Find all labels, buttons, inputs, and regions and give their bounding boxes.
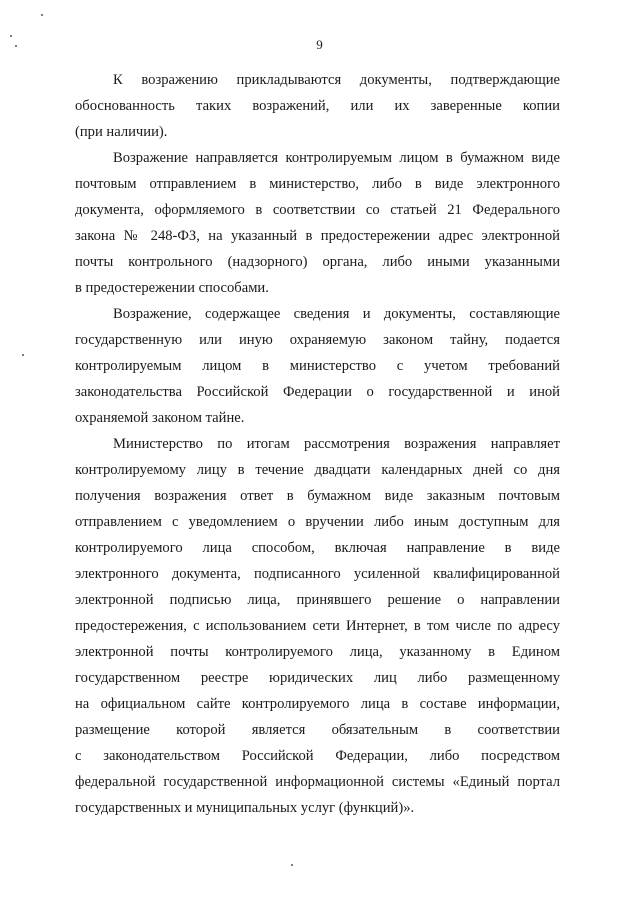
text-line: государственном реестре юридических лиц либо размещенному	[75, 670, 560, 686]
scan-speck	[10, 35, 12, 37]
scan-speck	[15, 45, 17, 47]
paragraph-secret	[75, 301, 560, 431]
text-line: обоснованность таких возражений, или их заверенные копии	[75, 98, 560, 114]
text-line: контролируемому лицу в течение двадцати календарных дней со дня	[75, 462, 560, 478]
text-line: контролируемого лица способом, включая направление в виде	[75, 540, 560, 556]
text-line: контролируемым лицом в министерство с учетом требований	[75, 358, 560, 374]
text-line: отправлением с уведомлением о вручении либо иным доступным для	[75, 514, 560, 530]
text-line: государственных и муниципальных услуг (функций)».	[75, 800, 415, 816]
text-line: в предостережении способами.	[75, 280, 269, 296]
text-line: государственную или иную охраняемую законом тайну, подается	[75, 332, 560, 348]
scan-speck	[41, 14, 43, 16]
text-line: (при наличии).	[75, 124, 168, 140]
text-line: с законодательством Российской Федерации, либо посредством	[75, 748, 560, 764]
page-number: 9	[316, 37, 323, 52]
scan-speck	[291, 864, 293, 866]
text-line: электронного документа, подписанного усиленной квалифицированной	[75, 566, 560, 582]
text-line: охраняемой законом тайне.	[75, 410, 245, 426]
text-line: предостережения, с использованием сети Интернет, в том числе по адресу	[75, 618, 560, 634]
text-line: Возражение направляется контролируемым лицом в бумажном виде	[113, 150, 560, 166]
paragraph-response	[75, 431, 560, 821]
text-line: почтовым отправлением в министерство, либо в виде электронного	[75, 176, 560, 192]
text-line: законодательства Российской Федерации о государственной и иной	[75, 384, 560, 400]
scan-speck	[22, 354, 24, 356]
text-line: закона № 248-ФЗ, на указанный в предостережении адрес электронной	[75, 228, 560, 244]
document-body	[75, 67, 560, 821]
text-line: на официальном сайте контролируемого лица в составе информации,	[75, 696, 560, 712]
text-line: размещение которой является обязательным в соответствии	[75, 722, 560, 738]
text-line: Министерство по итогам рассмотрения возражения направляет	[113, 436, 560, 452]
text-line: получения возражения ответ в бумажном виде заказным почтовым	[75, 488, 560, 504]
text-line: почты контрольного (надзорного) органа, либо иными указанными	[75, 254, 560, 270]
paragraph-attachments	[75, 67, 560, 145]
paragraph-submission	[75, 145, 560, 301]
text-line: федеральной государственной информационной системы «Единый портал	[75, 774, 560, 790]
text-line: К возражению прикладываются документы, подтверждающие	[113, 72, 560, 88]
text-line: электронной подписью лица, принявшего решение о направлении	[75, 592, 560, 608]
text-line: электронной почты контролируемого лица, указанному в Едином	[75, 644, 560, 660]
text-line: Возражение, содержащее сведения и документы, составляющие	[113, 306, 560, 322]
text-line: документа, оформляемого в соответствии со статьей 21 Федерального	[75, 202, 560, 218]
